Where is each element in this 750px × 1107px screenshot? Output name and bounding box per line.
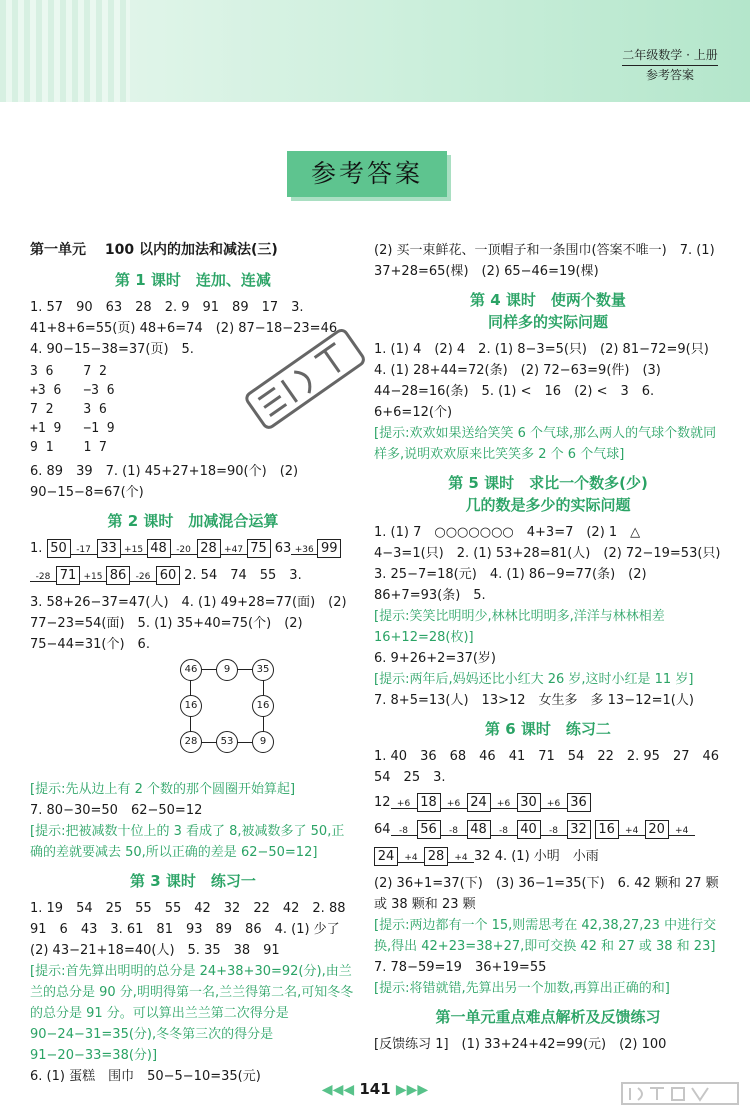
lesson-3-tip: [提示:首先算出明明的总分是 24+38+30=92(分),由兰兰的总分是 90 分,明明得第一名,兰兰得第二名,可知冬冬的总分是 91 分。可以算出兰兰第二次得分是 90−24−31=35(分),冬冬第三次的得分是 91−20−33=38(分)] [30,964,354,1063]
circle-node: 16 [180,695,202,717]
chain-arrow: -26 [130,567,156,588]
number-chain-1 [30,538,356,561]
chain-box: 50 [47,539,71,558]
lesson-4-title-line1: 第 4 课时 使两个数量 [470,291,626,309]
chain-box: 71 [56,566,80,585]
chain-tail: 32 [474,849,491,864]
chain-arrow: +15 [80,567,106,588]
chain-arrow: +4 [398,848,424,869]
chain-box: 28 [197,539,221,558]
chain-arrow: +4 [448,848,474,869]
number-chain-3 [374,792,722,815]
unit-heading: 第一单元 100 以内的加法和减法(三) [30,242,278,258]
watermark-stamp-icon [228,308,388,458]
watermark-logo-icon [620,1080,740,1107]
header-section: 参考答案 [645,68,694,82]
circle-node: 53 [216,731,238,753]
calc-line: 3 6 [83,402,107,417]
number-chain-5 [374,846,722,869]
lesson-5-title-line1: 第 5 课时 求比一个数多(少) [448,474,648,492]
lesson-2-tip-2: [提示:把被减数十位上的 3 看成了 8,被减数多了 50,正确的差就要减去 50,所以正确的差是 62−50=12] [30,824,345,860]
circle-number-diagram [180,659,300,779]
header-book-title: 二年级数学 · 上册 [622,46,718,66]
circle-node: 28 [180,731,202,753]
chain-box: 75 [247,539,271,558]
circle-node: 9 [216,659,238,681]
chain-tail: 63 [274,541,292,556]
calc-line: +3 6 [30,383,62,398]
chain-start: 12 [374,795,391,810]
chain-arrow: -8 [541,821,567,842]
lesson-5-title-line2: 几的数是多少的实际问题 [465,496,631,514]
chain-box: 20 [645,820,669,839]
review-answers: [反馈练习 1] (1) 33+24+42=99(元) (2) 100 [374,1037,667,1052]
calc-line: +1 9 [30,421,62,436]
lesson-5-answers: 1. (1) 7 ○○○○○○○ 4+3=7 (2) 1 △ 4−3=1(只) 2. (1) 53+28=81(人) (2) 72−19=53(只) 3. 25−7=18(元) 4. (1) 86−9=77(条) (2) 86+7=93(条) 5. [374,525,734,603]
calc-line: 7 2 [30,402,54,417]
number-chain-4 [374,819,722,842]
chain-arrow: +4 [669,821,695,842]
lesson-5-answers-end: 7. 8+5=13(人) 13>12 女生多 多 13−12=1(人) [374,693,694,708]
lesson-4-tip: [提示:欢欢如果送给笑笑 6 个气球,那么两人的气球个数就同样多,说明欢欢原来比笑笑多 2 个 6 个气球] [374,426,717,462]
chain-box: 28 [424,847,448,866]
lesson-5-answers-cont: 6. 9+26+2=37(岁) [374,651,496,666]
chain-box: 40 [517,820,541,839]
chain-box: 36 [567,793,591,812]
lesson-2-answers-cont: 7. 80−30=50 62−50=12 [30,803,203,818]
lesson-6-title: 第 6 课时 练习二 [485,720,611,738]
lesson-6-answers-cont: (2) 36+1=37(下) (3) 36−1=35(下) 6. 42 颗和 27 颗或 38 颗和 23 颗 [374,876,719,912]
page-title: 参考答案 [287,151,447,197]
chain-box: 99 [317,539,341,558]
chain-arrow: +6 [391,794,417,815]
chain-arrow: +36 [291,540,317,561]
circle-node: 46 [180,659,202,681]
chain-box: 18 [417,793,441,812]
chain-box: 33 [97,539,121,558]
calc-line: −3 6 [83,383,115,398]
continued-answers: (2) 买一束鲜花、一顶帽子和一条围巾(答案不唯一) 7. (1) 37+28=65(棵) (2) 65−46=19(棵) [374,243,719,279]
chain-arrow: +6 [541,794,567,815]
chain-arrow: -8 [441,821,467,842]
chain-arrow: +15 [121,540,147,561]
lesson-1-title: 第 1 课时 连加、连减 [115,271,271,289]
chain-box: 48 [467,820,491,839]
chain-box: 16 [595,820,619,839]
right-arrows-icon: ▶▶▶ [395,1082,429,1098]
lesson-3-answers-cont: 6. (1) 蛋糕 围巾 50−5−10=35(元) [30,1069,261,1084]
lesson-4-answers: 1. (1) 4 (2) 4 2. (1) 8−3=5(只) (2) 81−72=9(只) 4. (1) 28+44=72(条) (2) 72−63=9(件) (3) 44−28=16(条) 5. (1) < 16 (2) < 3 6. 6+6=12(个) [374,342,722,420]
circle-node: 9 [252,731,274,753]
chain-box: 56 [417,820,441,839]
vertical-calc-2 [83,362,114,457]
lesson-6-answers-end: 7. 78−59=19 36+19=55 [374,960,547,975]
chain-arrow: -28 [30,567,56,588]
vertical-calc-1 [30,362,61,457]
chain-box: 86 [106,566,130,585]
chain-label: 1. [30,541,43,556]
calc-line: 9 1 [30,440,54,455]
lesson-5-title [374,472,722,516]
chain-arrow: +6 [491,794,517,815]
right-column [374,240,734,1055]
calc-line: 7 2 [83,364,107,379]
lesson-6-tip-2: [提示:将错就错,先算出另一个加数,再算出正确的和] [374,981,670,996]
chain-start: 64 [374,822,391,837]
chain-rest: 2. 54 74 55 3. [184,568,302,583]
lesson-2-tip: [提示:先从边上有 2 个数的那个圆圈开始算起] [30,782,296,797]
calc-line: 1 7 [83,440,107,455]
chain-arrow: -8 [391,821,417,842]
chain-box: 24 [467,793,491,812]
lesson-3-title: 第 3 课时 练习一 [130,872,256,890]
lesson-3-answers: 1. 19 54 25 55 55 42 32 22 42 2. 88 91 6 43 3. 61 81 93 89 86 4. (1) 少了 (2) 43−21+18=40(人) 5. 35 38 91 [30,901,359,958]
running-header [622,46,718,85]
calc-line: −1 9 [83,421,115,436]
chain-arrow: -8 [491,821,517,842]
chain-rest: 4. (1) 小明 小雨 [494,849,599,864]
chain-arrow: +4 [619,821,645,842]
circle-node: 35 [252,659,274,681]
lesson-5-tip: [提示:笑笑比明明少,林林比明明多,洋洋与林林相差 16+12=28(枚)] [374,609,669,645]
banner-stripes [0,0,130,102]
lesson-2-title: 第 2 课时 加减混合运算 [107,512,279,530]
lesson-6-tip: [提示:两边都有一个 15,则需思考在 42,38,27,23 中进行交换,得出 42+23=38+27,即可交换 42 和 27 或 38 和 23] [374,918,717,954]
number-chain-2 [30,565,356,588]
chain-box: 24 [374,847,398,866]
review-title: 第一单元重点难点解析及反馈练习 [435,1008,661,1026]
lesson-4-title-line2: 同样多的实际问题 [487,313,608,331]
left-arrows-icon: ◀◀◀ [321,1082,355,1098]
chain-box: 32 [567,820,591,839]
chain-box: 48 [147,539,171,558]
lesson-4-title [374,289,722,333]
lesson-6-answers: 1. 40 36 68 46 41 71 54 22 2. 95 27 46 54 25 3. [374,749,733,785]
page-number: 141 [359,1080,391,1098]
chain-box: 30 [517,793,541,812]
lesson-5-tip-2: [提示:两年后,妈妈还比小红大 26 岁,这时小红是 11 岁] [374,672,694,687]
chain-arrow: +47 [221,540,247,561]
chain-arrow: -17 [71,540,97,561]
chain-box: 60 [156,566,180,585]
lesson-2-answers: 3. 58+26−37=47(人) 4. (1) 49+28=77(面) (2) 77−23=54(面) 5. (1) 35+40=75(个) (2) 75−44=31(个) 6. [30,595,351,652]
calc-line: 3 6 [30,364,54,379]
lesson-1-answers-cont: 6. 89 39 7. (1) 45+27+18=90(个) (2) 90−15−8=67(个) [30,464,303,500]
chain-arrow: +6 [441,794,467,815]
lesson-1-answers: 1. 57 90 63 28 2. 9 91 89 17 3. 41+8+6=55(页) 48+6=74 (2) 87−18−23=46 4. 90−15−38=37(页) 5. [30,300,351,357]
chain-arrow: -20 [171,540,197,561]
circle-node: 16 [252,695,274,717]
